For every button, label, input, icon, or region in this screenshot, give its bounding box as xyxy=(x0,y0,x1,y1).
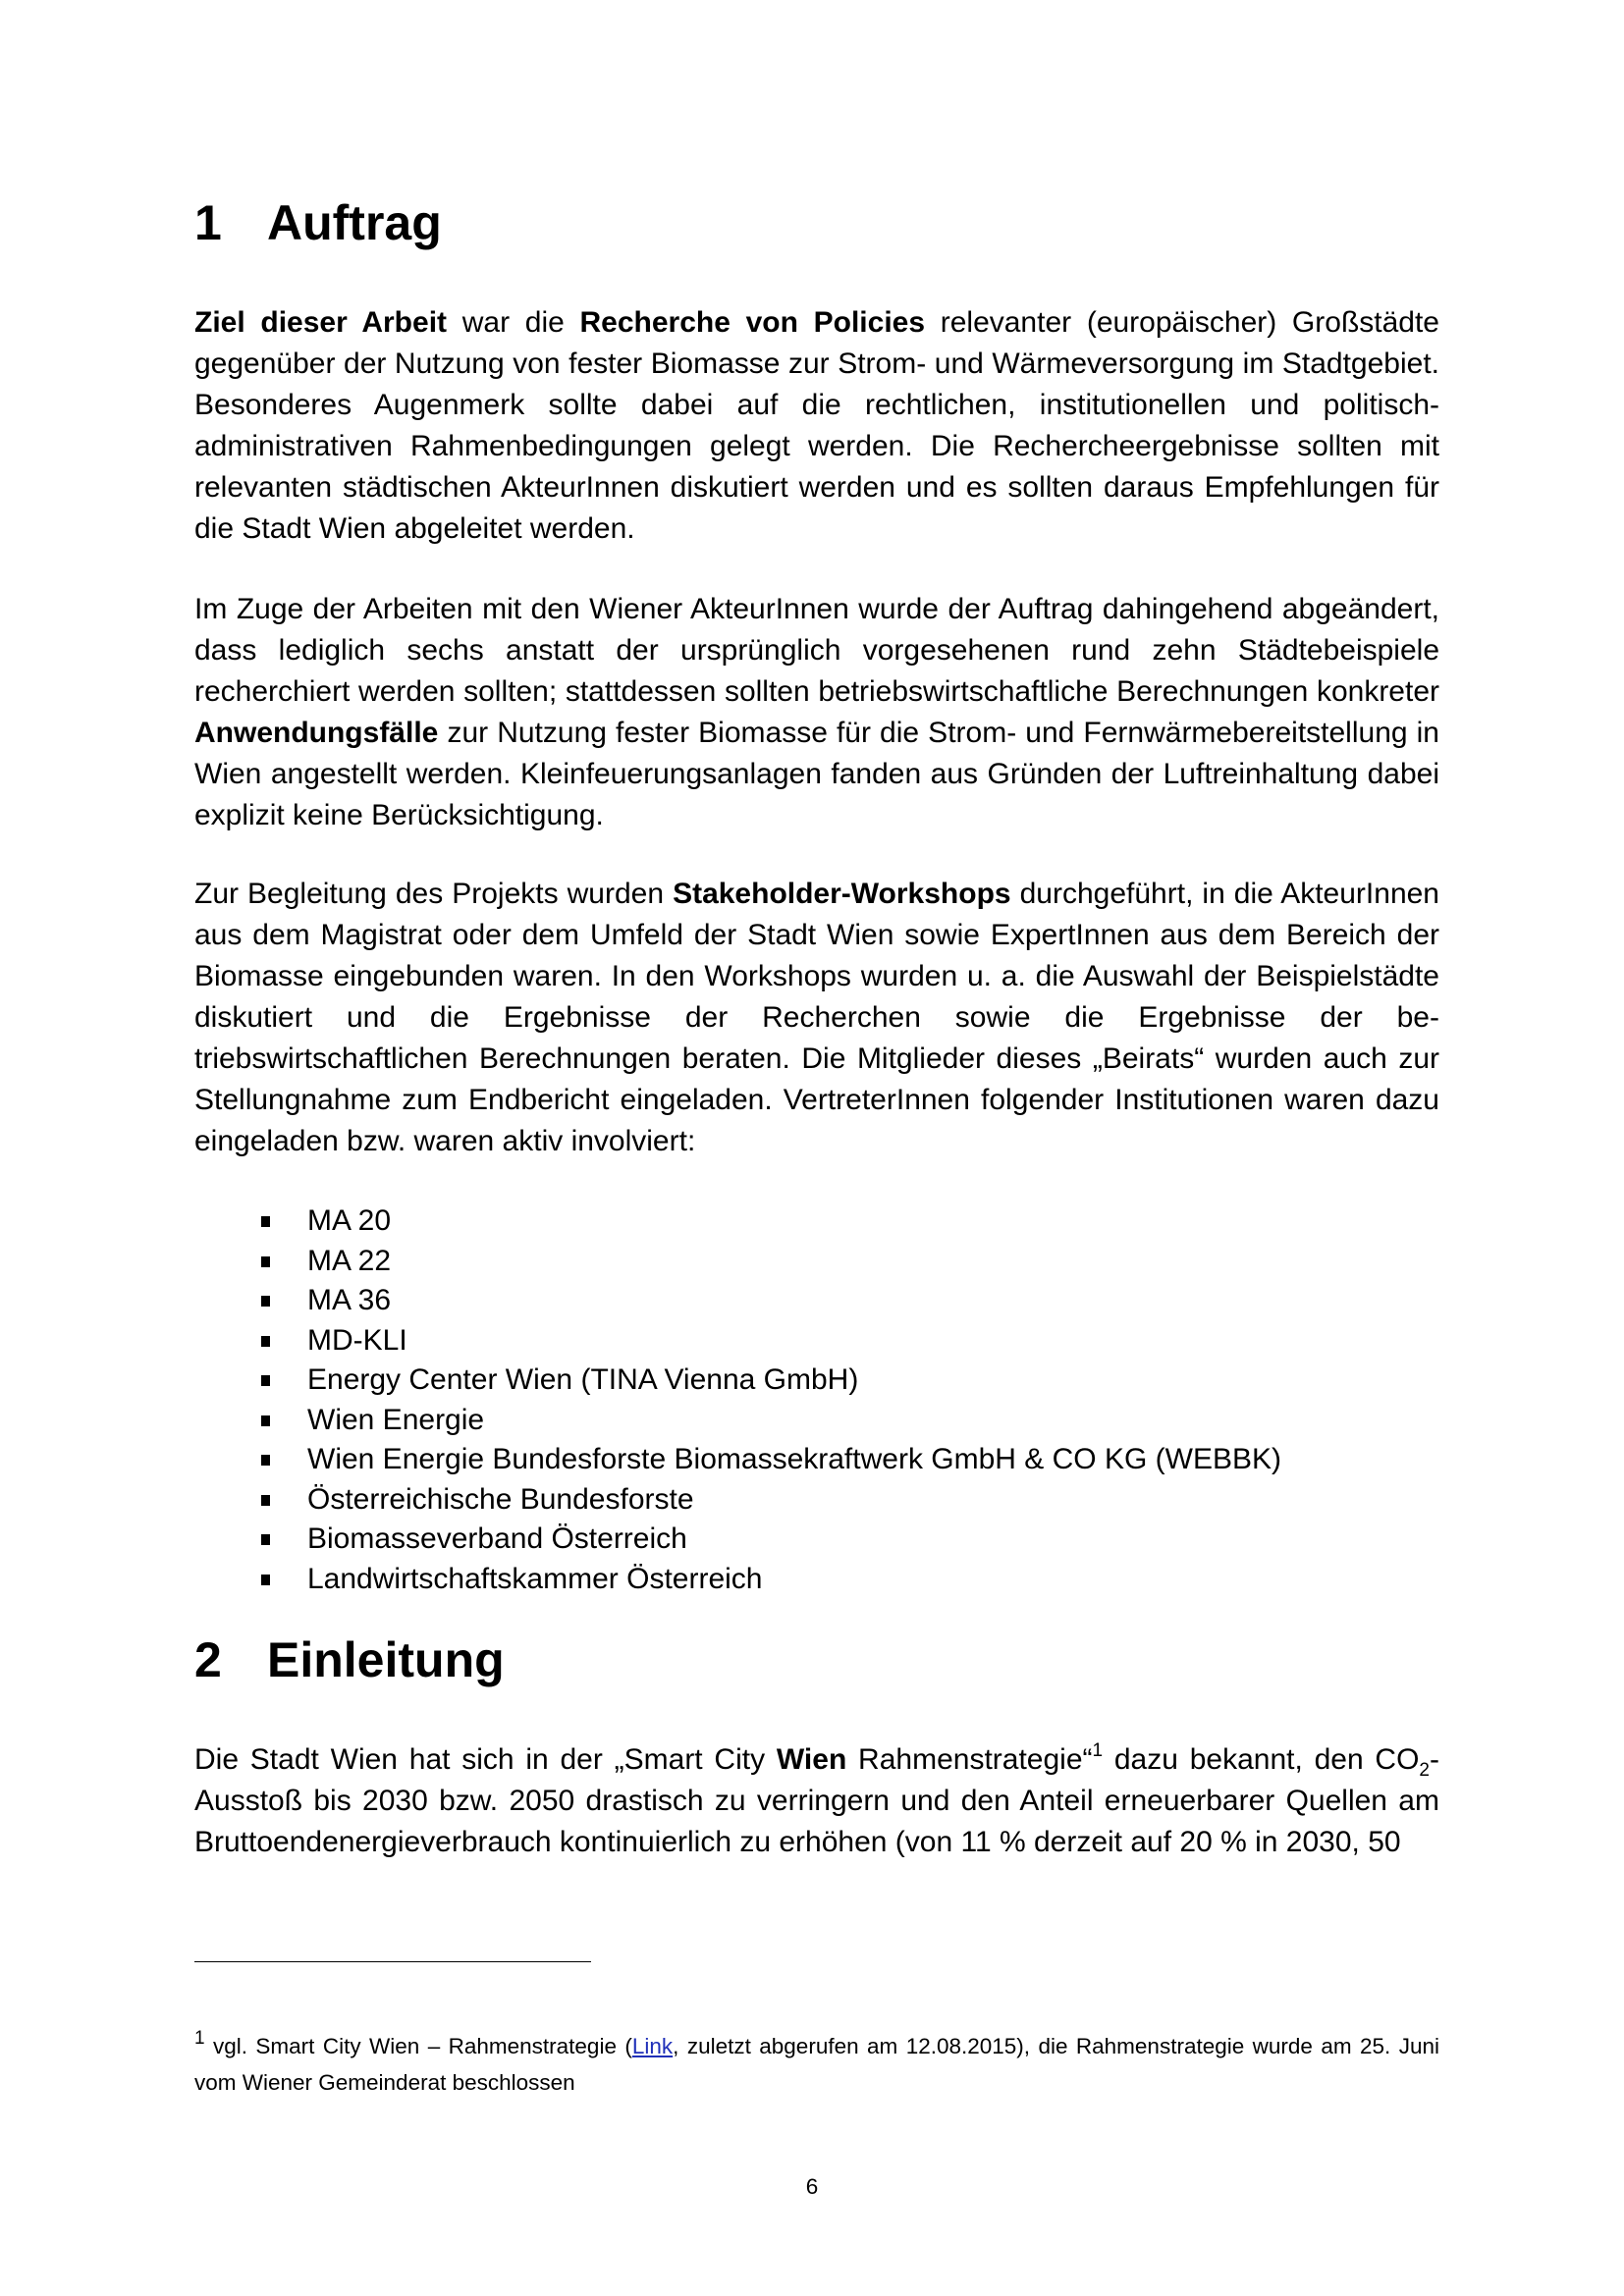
emphasis-wien: Wien xyxy=(776,1743,847,1776)
list-item-text: Österreichische Bundesforste xyxy=(307,1482,694,1516)
section-1-heading xyxy=(194,196,1439,250)
list-item-text: MD-KLI xyxy=(307,1323,407,1357)
bullet-square-icon xyxy=(261,1455,270,1466)
bullet-square-icon xyxy=(261,1575,270,1585)
bullet-square-icon xyxy=(261,1415,270,1426)
text-span: , zuletzt abgerufen am 12.08.2015), die Rahmenstrategie wurde am 25. Juni vom Wiener Gemeinderat beschlossen xyxy=(194,2034,1440,2095)
list-item xyxy=(194,1480,1439,1521)
subscript: 2 xyxy=(1419,1760,1430,1781)
text-span: zur Nutzung fester Biomasse für die Strom- und Fernwärmebereitstellung in Wien angestellt werden. Kleinfeuerungsanlagen fanden aus Gründen der Luftreinhaltung dabei explizit keine Berücksichtigung. xyxy=(194,717,1439,831)
bullet-square-icon xyxy=(261,1216,270,1227)
list-item-text: Wien Energie Bundesforste Biomassekraftwerk GmbH & CO KG (WEBBK) xyxy=(307,1443,1281,1475)
list-item-text: Energy Center Wien (TINA Vienna GmbH) xyxy=(307,1363,859,1396)
page-number: 6 xyxy=(805,2174,819,2199)
text-span: war die xyxy=(447,306,580,339)
text-span: relevanter (europäischer) Großstädte gegenüber der Nutzung von fester Biomasse zur Strom- und Wärmeversorgung im Stadtgebiet. Besonderes Augenmerk sollte dabei auf die rechtlichen, institutionellen und politisch-administrativen Rahmenbedingungen gelegt werden. Die Rechercheergebnisse sollten mit relevanten städtischen AkteurInnen diskutiert werden und es sollten daraus Empfehlungen für die Stadt Wien abgeleitet werden. xyxy=(194,306,1439,545)
emphasis-ziel: Ziel dieser Arbeit xyxy=(194,306,448,339)
text-span: durchgeführt, in die AkteurInnen aus dem Magistrat oder dem Umfeld der Stadt Wien sowie ExpertInnen aus dem Bereich der Biomasse eingebunden waren. In den Workshops wurden u. a. die Auswahl der Beispielstädte diskutiert und die Ergebnisse der Recherchen sowie die Ergebnisse der betriebswirtschaftlichen Berechnungen beraten. Die Mitglieder dieses „Beirats“ wurden auch zur Stellungnahme zum Endbericht eingeladen. VertreterInnen folgender Institutionen waren dazu eingeladen bzw. waren aktiv involviert: xyxy=(194,878,1439,1157)
list-item xyxy=(194,1281,1439,1321)
section-2-heading xyxy=(194,1633,1439,1687)
footnote xyxy=(194,2028,1439,2101)
institutions-list xyxy=(194,1201,1439,1599)
text-span: -Ausstoß bis 2030 bzw. 2050 drastisch zu verringern und den Anteil erneuerbarer Quellen am Bruttoendenergieverbrauch kontinuierlich zu erhöhen (von 11 % derzeit auf 20 % in 2030, 50 xyxy=(194,1743,1439,1858)
section-2-number: 2 xyxy=(194,1632,222,1687)
text-span: Im Zuge der Arbeiten mit den Wiener AkteurInnen wurde der Auftrag dahingehend abgeändert, dass lediglich sechs anstatt der ursprünglich vorgesehenen rund zehn Städtebeispiele recherchiert werden sollten; stattdessen sollten betriebswirtschaftliche Berechnungen konkreter xyxy=(194,593,1439,708)
list-item-text: Wien Energie xyxy=(307,1403,485,1436)
list-item-text: Landwirtschaftskammer Österreich xyxy=(307,1562,763,1595)
bullet-square-icon xyxy=(261,1336,270,1347)
list-item xyxy=(194,1361,1439,1401)
section-1-number: 1 xyxy=(194,195,222,250)
emphasis-recherche: Recherche von Policies xyxy=(579,306,926,339)
footnote-reference[interactable]: 1 xyxy=(1092,1740,1104,1761)
section-1-paragraph-2 xyxy=(194,589,1439,836)
text-span: vgl. Smart City Wien – Rahmenstrategie ( xyxy=(204,2034,632,2058)
list-item xyxy=(194,1560,1439,1600)
list-item-text: Biomasseverband Österreich xyxy=(307,1522,687,1555)
list-item-text: MA 22 xyxy=(307,1244,392,1277)
footnote-mark: 1 xyxy=(194,2027,205,2049)
emphasis-stakeholder-workshops: Stakeholder-Workshops xyxy=(673,878,1011,910)
section-1-paragraph-1 xyxy=(194,302,1439,550)
list-item xyxy=(194,1440,1439,1480)
footnote-link[interactable]: Link xyxy=(631,2034,674,2058)
list-item xyxy=(194,1401,1439,1441)
emphasis-anwendungsfaelle: Anwendungsfälle xyxy=(194,717,439,749)
bullet-square-icon xyxy=(261,1296,270,1307)
text-span: dazu bekannt, den CO xyxy=(1103,1743,1420,1776)
text-span: Die Stadt Wien hat sich in der „Smart City xyxy=(194,1743,777,1776)
text-span: Rahmenstrategie“ xyxy=(846,1743,1093,1776)
text-span: Zur Begleitung des Projekts wurden xyxy=(194,878,674,910)
section-2-paragraph-1 xyxy=(194,1739,1439,1863)
bullet-square-icon xyxy=(261,1534,270,1545)
list-item xyxy=(194,1242,1439,1282)
bullet-square-icon xyxy=(261,1495,270,1506)
section-2-title: Einleitung xyxy=(267,1632,505,1687)
list-item xyxy=(194,1201,1439,1242)
footnote-separator xyxy=(194,1961,591,1962)
list-item xyxy=(194,1520,1439,1560)
list-item-text: MA 20 xyxy=(307,1204,392,1237)
section-1-title: Auftrag xyxy=(267,195,442,250)
bullet-square-icon xyxy=(261,1256,270,1267)
list-item xyxy=(194,1321,1439,1362)
bullet-square-icon xyxy=(261,1375,270,1386)
section-1-paragraph-3 xyxy=(194,874,1439,1162)
list-item-text: MA 36 xyxy=(307,1284,392,1316)
